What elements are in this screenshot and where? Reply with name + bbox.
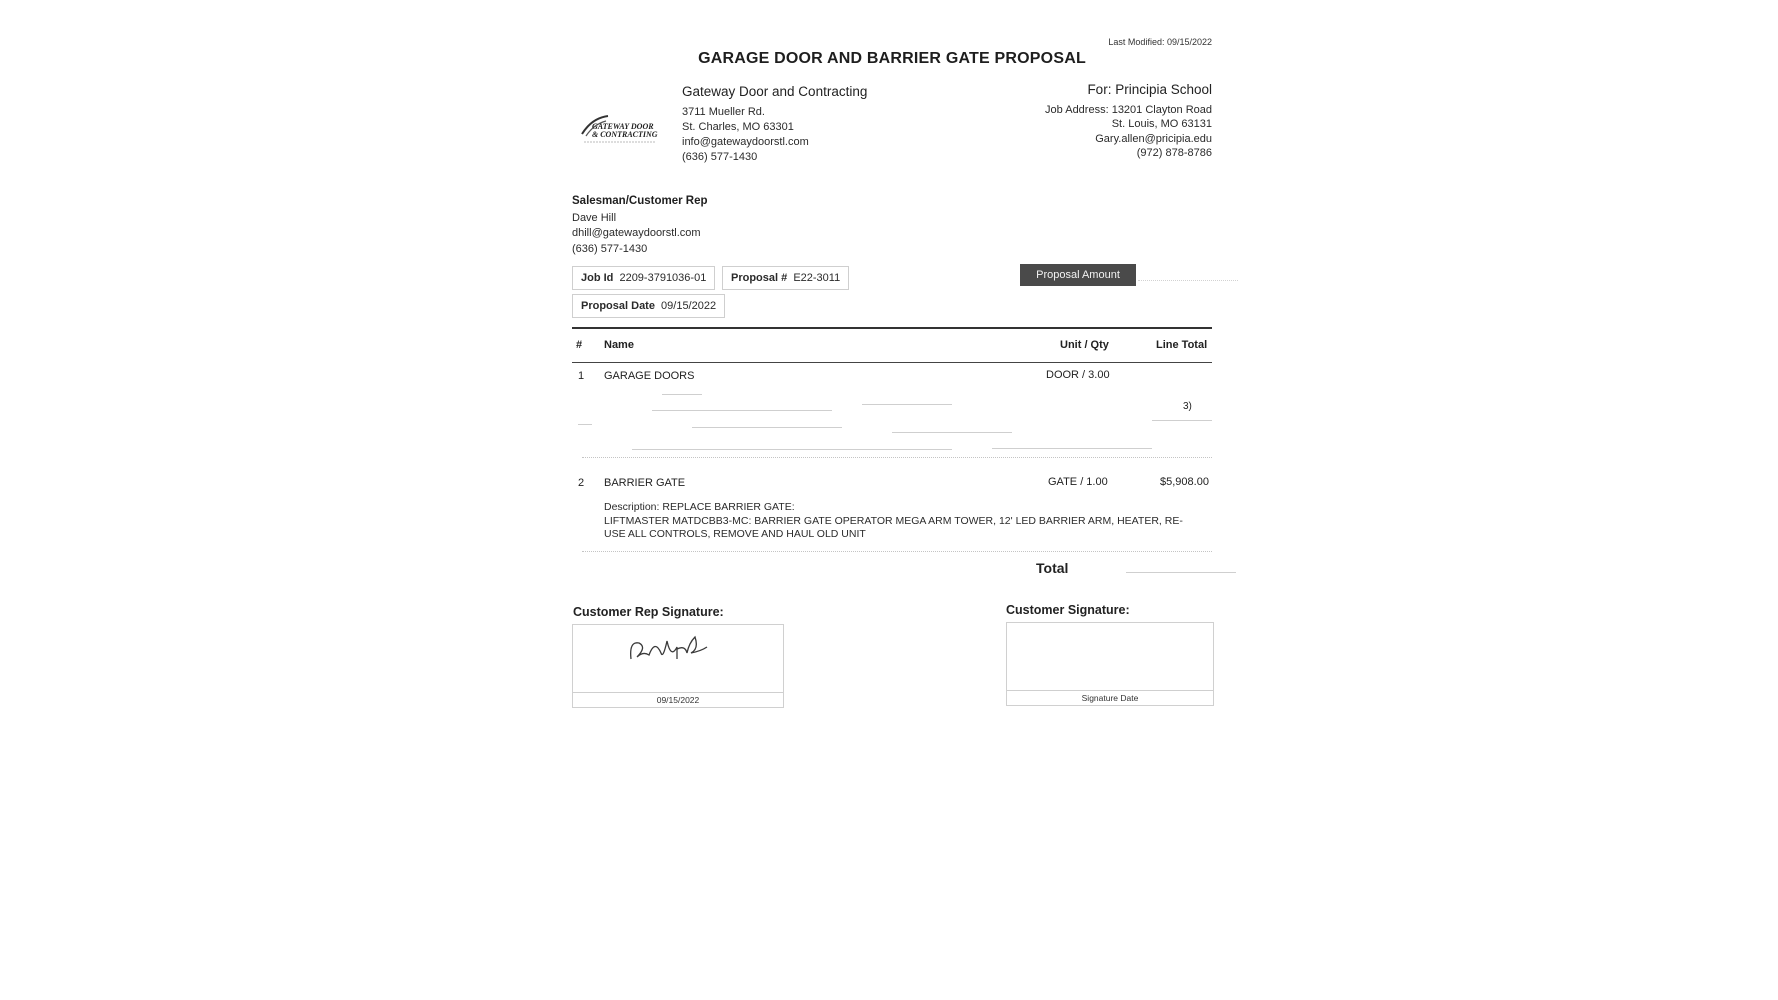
svg-text:& CONTRACTING: & CONTRACTING	[592, 130, 658, 139]
company-phone: (636) 577-1430	[682, 151, 758, 163]
job-id-value: 2209-3791036-01	[619, 272, 707, 284]
proposal-number-box	[722, 266, 849, 290]
proposal-date-label: Proposal Date	[581, 300, 655, 312]
rep-signature-image	[625, 629, 713, 669]
company-logo	[578, 112, 662, 148]
customer-signature-divider	[1007, 690, 1213, 691]
rep-phone: (636) 577-1430	[572, 242, 648, 255]
col-header-unit-qty: Unit / Qty	[1060, 339, 1109, 351]
proposal-document	[572, 32, 1212, 712]
job-address-line2: St. Louis, MO 63131	[1111, 118, 1212, 130]
proposal-number-label: Proposal #	[731, 272, 788, 284]
row1-unit-qty: DOOR / 3.00	[1046, 369, 1110, 381]
client-name: For: Principia School	[1087, 82, 1212, 97]
company-info	[682, 84, 867, 165]
rep-signature-box	[572, 624, 784, 708]
proposal-date-box	[572, 294, 725, 318]
company-email: info@gatewaydoorstl.com	[682, 136, 809, 148]
row2-unit-qty: GATE / 1.00	[1048, 476, 1108, 488]
rep-signature-label: Customer Rep Signature:	[573, 605, 724, 619]
proposal-amount-badge: Proposal Amount	[1020, 264, 1136, 286]
job-address-line1: Job Address: 13201 Clayton Road	[1045, 103, 1212, 116]
svg-text:GATEWAY DOOR: GATEWAY DOOR	[592, 122, 654, 131]
rep-name: Dave Hill	[572, 211, 617, 224]
row2-description-line3: USE ALL CONTROLS, REMOVE AND HAUL OLD UNIT	[604, 528, 866, 540]
customer-signature-label: Customer Signature:	[1006, 603, 1130, 617]
total-value-line	[1126, 572, 1236, 573]
row1-note: 3)	[1183, 401, 1192, 412]
last-modified: Last Modified: 09/15/2022	[1108, 37, 1212, 47]
sales-rep-block	[572, 194, 708, 257]
rep-email: dhill@gatewaydoorstl.com	[572, 227, 701, 239]
row2-line-total: $5,908.00	[1160, 476, 1209, 488]
job-id-box	[572, 266, 715, 290]
rep-signature-divider	[573, 692, 783, 693]
row1-name: GARAGE DOORS	[604, 370, 695, 382]
company-address-line1: 3711 Mueller Rd.	[682, 106, 765, 118]
company-name: Gateway Door and Contracting	[682, 84, 868, 99]
table-top-rule	[572, 327, 1212, 329]
client-info	[1045, 83, 1212, 161]
total-label: Total	[1036, 560, 1069, 576]
rep-header: Salesman/Customer Rep	[572, 195, 708, 207]
client-phone: (972) 878-8786	[1136, 147, 1212, 159]
job-id-label: Job Id	[581, 272, 614, 284]
row1-number: 1	[578, 370, 585, 382]
client-email: Gary.allen@pricipia.edu	[1095, 132, 1212, 145]
row2-description-line2: LIFTMASTER MATDCBB3-MC: BARRIER GATE OPERATOR MEGA ARM TOWER, 12' LED BARRIER ARM, HEATER, RE-	[604, 514, 1183, 527]
customer-signature-date-label: Signature Date	[1081, 693, 1139, 703]
document-title: GARAGE DOOR AND BARRIER GATE PROPOSAL	[698, 50, 1086, 67]
table-header-rule	[572, 362, 1212, 363]
company-address-line2: St. Charles, MO 63301	[682, 121, 794, 133]
col-header-line-total: Line Total	[1156, 339, 1208, 351]
row2-description	[604, 501, 1204, 542]
col-header-name: Name	[604, 339, 634, 351]
proposal-date-value: 09/15/2022	[661, 300, 717, 312]
proposal-amount-line	[1138, 280, 1238, 281]
customer-signature-box	[1006, 622, 1214, 706]
row2-name: BARRIER GATE	[604, 477, 686, 489]
row-separator	[582, 457, 1212, 458]
rep-signature-date: 09/15/2022	[656, 695, 700, 705]
row2-number: 2	[578, 477, 585, 489]
row2-description-line1: Description: REPLACE BARRIER GATE:	[604, 501, 795, 513]
col-header-number: #	[576, 339, 583, 351]
row-separator	[582, 551, 1212, 552]
proposal-number-value: E22-3011	[793, 272, 841, 284]
